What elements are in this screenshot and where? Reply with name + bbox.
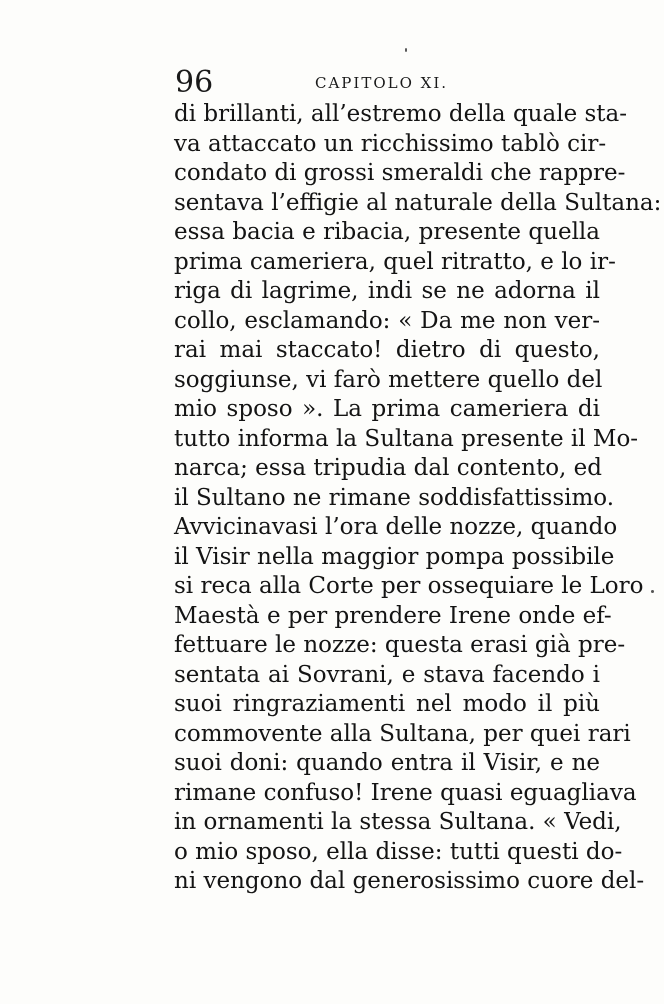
chapter-title: CAPITOLO XI.	[315, 74, 449, 92]
text-line: suoi doni: quando entra il Visir, e ne	[174, 750, 600, 776]
page-number: 96	[175, 65, 214, 100]
text-line: si reca alla Corte per ossequiare le Loro	[174, 573, 644, 599]
text-line: ni vengono dal generosissimo cuore del-	[174, 868, 645, 894]
text-line: rimane confuso! Irene quasi eguagliava	[174, 779, 637, 806]
text-line: Avvicinavasi l’ora delle nozze, quando	[174, 514, 618, 540]
text-line: di brillanti, all’estremo della quale sta-	[174, 101, 628, 127]
text-line: sentava l’effigie al naturale della Sultana:	[174, 189, 662, 216]
text-line: condato di grossi smeraldi che rappre-	[174, 160, 626, 186]
running-head	[175, 66, 615, 100]
text-line: va attaccato un ricchissimo tablò cir-	[174, 130, 607, 157]
text-line: o mio sposo, ella disse: tutti questi do-	[174, 838, 623, 865]
paper-speck	[651, 590, 654, 593]
text-line: il Sultano ne rimane soddisfattissimo.	[174, 484, 615, 511]
text-line: Maestà e per prendere Irene onde ef-	[174, 602, 612, 629]
text-line: rai mai staccato! dietro di questo,	[174, 337, 600, 363]
text-line: mio sposo ». La prima cameriera di	[174, 396, 600, 422]
text-line: suoi ringraziamenti nel modo il più	[174, 691, 600, 717]
text-line: in ornamenti la stessa Sultana. « Vedi,	[174, 809, 622, 835]
text-line: soggiunse, vi farò mettere quello del	[174, 366, 603, 393]
text-line: prima cameriera, quel ritratto, e lo ir-	[174, 248, 616, 275]
text-line: narca; essa tripudia dal contento, ed	[174, 455, 603, 481]
text-line: collo, esclamando: « Da me non ver-	[174, 307, 600, 334]
body-text	[174, 100, 662, 897]
text-line: tutto informa la Sultana presente il Mo-	[174, 425, 639, 452]
text-line: riga di lagrime, indi se ne adorna il	[174, 278, 600, 304]
text-line: commovente alla Sultana, per quei rari	[174, 720, 631, 747]
paper-speck	[405, 48, 407, 52]
text-line: sentata ai Sovrani, e stava facendo i	[174, 661, 600, 688]
text-line: il Visir nella maggior pompa possibile	[174, 543, 615, 570]
text-line: fettuare le nozze: questa erasi già pre-	[174, 632, 626, 658]
text-line: essa bacia e ribacia, presente quella	[174, 219, 600, 245]
